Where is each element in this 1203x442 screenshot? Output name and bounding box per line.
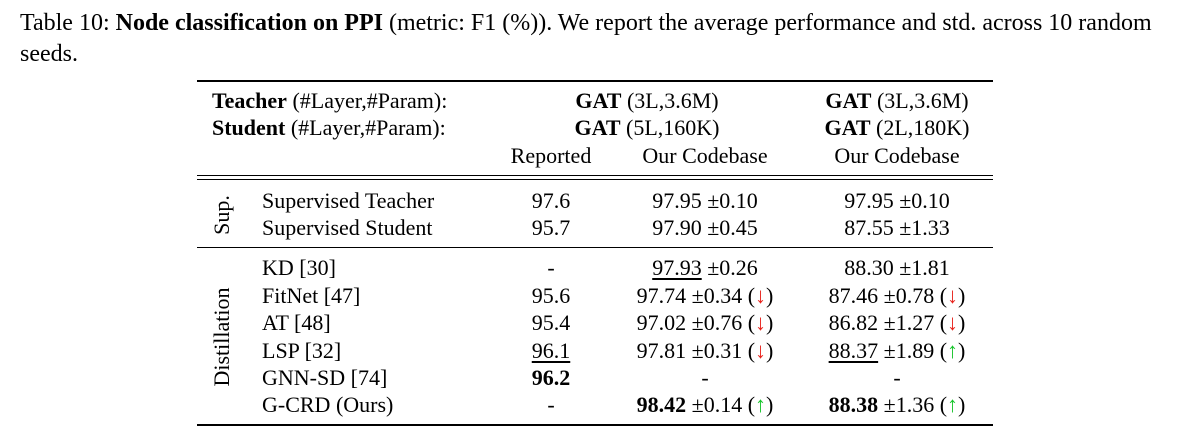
- up-arrow-icon: ↑: [755, 392, 767, 417]
- codebase-value-2: 88.38 ±1.36 (↑): [828, 392, 966, 417]
- col1-teacher-config: GAT (3L,3.6M): [575, 88, 719, 113]
- reported-value: 95.6: [531, 283, 571, 308]
- reported-value: 96.1: [531, 338, 571, 363]
- down-arrow-icon: ↓: [755, 310, 767, 335]
- up-arrow-icon: ↑: [947, 392, 959, 417]
- method-name: KD [30]: [262, 255, 336, 280]
- method-name: Supervised Student: [262, 215, 433, 240]
- codebase-value-1: 98.42 ±0.14 (↑): [636, 392, 774, 417]
- up-arrow-icon: ↑: [947, 338, 959, 363]
- down-arrow-icon: ↓: [755, 338, 767, 363]
- codebase-value-1: 97.74 ±0.34 (↓): [636, 283, 774, 308]
- codebase-value-2: 86.82 ±1.27 (↓): [828, 310, 966, 335]
- method-name: FitNet [47]: [262, 283, 361, 308]
- caption-bold: Node classification on PPI: [115, 10, 383, 36]
- our-codebase-header-2: Our Codebase: [834, 143, 960, 168]
- top-rule: [197, 80, 993, 82]
- codebase-value-2: 97.95 ±0.10: [844, 188, 950, 213]
- method-name: LSP [32]: [262, 338, 342, 363]
- reported-value: 95.7: [531, 215, 571, 240]
- codebase-value-2: 88.37 ±1.89 (↑): [828, 338, 966, 363]
- group-separator-rule: [197, 247, 993, 248]
- header-double-rule-1: [197, 175, 993, 176]
- group-label-distillation: Distillation: [209, 287, 234, 387]
- codebase-value-1: 97.81 ±0.31 (↓): [636, 338, 774, 363]
- method-name: Supervised Teacher: [262, 188, 435, 213]
- codebase-value-1: 97.02 ±0.76 (↓): [636, 310, 774, 335]
- col2-teacher-config: GAT (3L,3.6M): [825, 88, 969, 113]
- codebase-value-2: -: [893, 365, 901, 390]
- teacher-header: Teacher (#Layer,#Param):: [212, 88, 448, 113]
- down-arrow-icon: ↓: [755, 283, 767, 308]
- method-name: GNN-SD [74]: [262, 365, 388, 390]
- caption-prefix: Table 10:: [20, 10, 116, 36]
- codebase-value-1: -: [701, 365, 709, 390]
- reported-value: -: [547, 392, 555, 417]
- method-name: AT [48]: [262, 310, 331, 335]
- method-name: G-CRD (Ours): [262, 392, 394, 417]
- table-caption: [20, 8, 1190, 70]
- header-double-rule-2: [197, 179, 993, 180]
- reported-column-header: Reported: [510, 143, 592, 168]
- col1-student-config: GAT (5L,160K): [574, 115, 720, 140]
- reported-value: -: [547, 255, 555, 280]
- down-arrow-icon: ↓: [947, 310, 959, 335]
- codebase-value-2: 87.46 ±0.78 (↓): [828, 283, 966, 308]
- down-arrow-icon: ↓: [947, 283, 959, 308]
- reported-value: 97.6: [531, 188, 571, 213]
- bottom-rule: [197, 424, 993, 426]
- group-label-sup: Sup.: [209, 195, 234, 235]
- codebase-value-1: 97.93 ±0.26: [652, 255, 758, 280]
- codebase-value-2: 87.55 ±1.33: [844, 215, 950, 240]
- reported-value: 96.2: [531, 365, 571, 390]
- codebase-value-2: 88.30 ±1.81: [844, 255, 950, 280]
- codebase-value-1: 97.90 ±0.45: [652, 215, 758, 240]
- col2-student-config: GAT (2L,180K): [824, 115, 970, 140]
- reported-value: 95.4: [531, 310, 571, 335]
- codebase-value-1: 97.95 ±0.10: [652, 188, 758, 213]
- our-codebase-header-1: Our Codebase: [642, 143, 768, 168]
- caption-rest: (metric: F1 (%)). We report the average performance and std. across 10 random seeds.: [20, 10, 1152, 67]
- student-header: Student (#Layer,#Param):: [212, 115, 446, 140]
